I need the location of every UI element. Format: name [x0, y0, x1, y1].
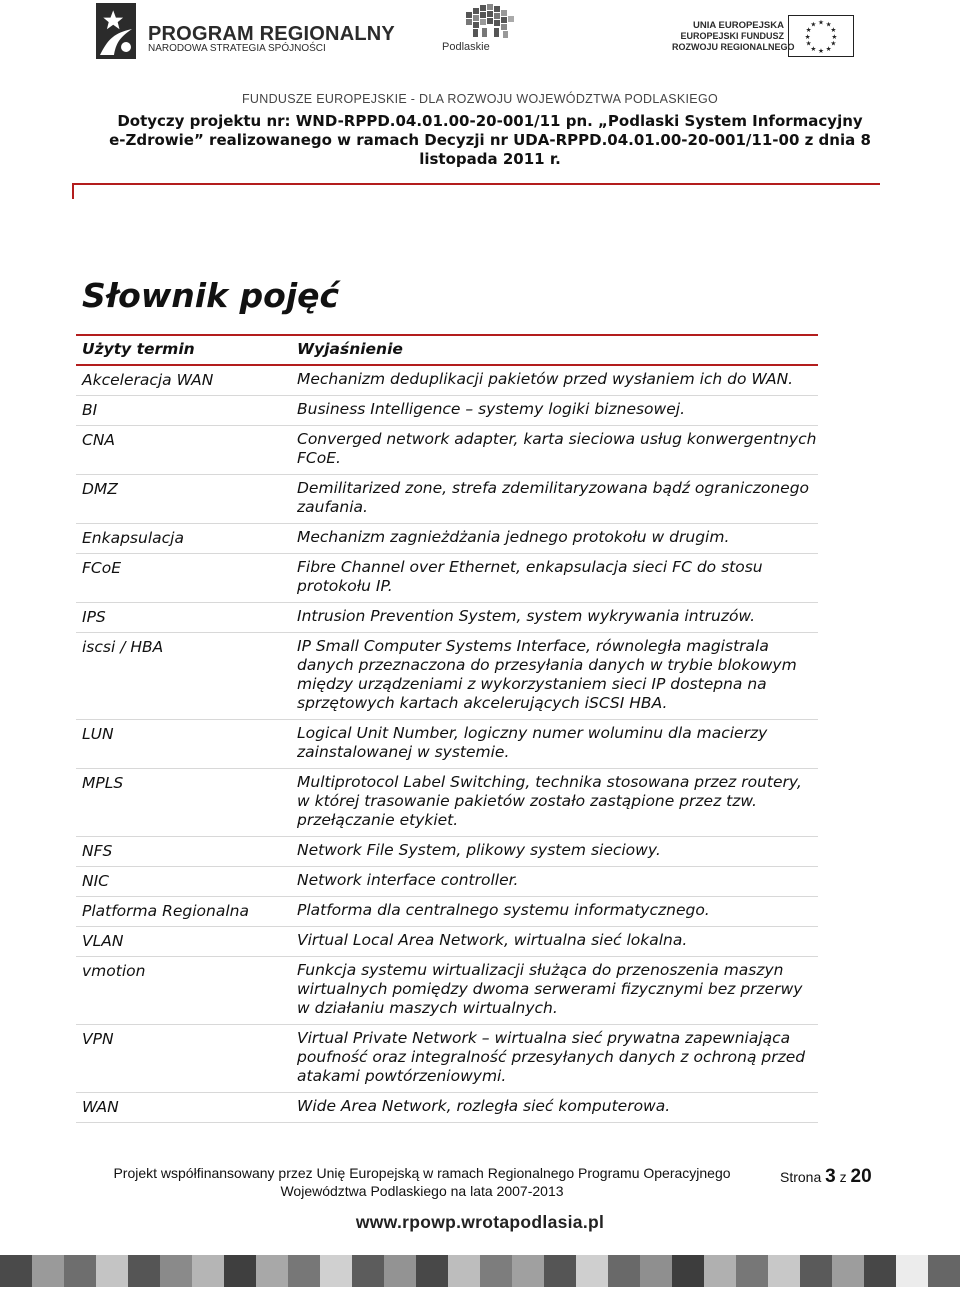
- svg-text:★: ★: [810, 45, 817, 54]
- svg-text:★: ★: [818, 18, 824, 27]
- table-header-row: [76, 334, 818, 366]
- term-cell: vmotion: [82, 962, 146, 980]
- stripe-segment: [768, 1255, 800, 1287]
- stripe-segment: [608, 1255, 640, 1287]
- stripe-segment: [224, 1255, 256, 1287]
- stripe-segment: [288, 1255, 320, 1287]
- table-row: [76, 426, 818, 475]
- table-row: [76, 897, 818, 927]
- definition-cell: IP Small Computer Systems Interface, równoległa magistrala danych przeznaczona do przesyłania danych w trybie blokowym między urządzeniami z wykorzystaniem sieci IP dostepna na sprzętowych kartach akcelerujących iSCSI HBA.: [297, 637, 797, 712]
- svg-text:★: ★: [818, 47, 824, 56]
- term-cell: WAN: [82, 1098, 119, 1116]
- table-row: [76, 554, 818, 603]
- definition-cell: Fibre Channel over Ethernet, enkapsulacja sieci FC do stosu protokołu IP.: [297, 558, 763, 595]
- project-line-2: e-Zdrowie” realizowanego w ramach Decyzji nr UDA-RPPD.04.01.00-20-001/11-00 z dnia 8: [109, 131, 871, 149]
- definition-cell: Funkcja systemu wirtualizacji służąca do przenoszenia maszyn wirtualnych pomiędzy dwoma serwerami fizycznymi bez przerwy w działaniu maszych wirtualnych.: [297, 961, 803, 1017]
- table-row: [76, 366, 818, 396]
- page-current: 3: [825, 1166, 836, 1187]
- stripe-segment: [0, 1255, 32, 1287]
- stripe-segment: [800, 1255, 832, 1287]
- podlaskie-logo: [440, 2, 524, 56]
- stripe-segment: [672, 1255, 704, 1287]
- cofinance-line-1: Projekt współfinansowany przez Unię Europejską w ramach Regionalnego Programu Operacyjnego: [113, 1165, 731, 1181]
- glossary-table: [76, 334, 818, 1123]
- program-subtitle: NARODOWA STRATEGIA SPÓJNOŚCI: [148, 43, 326, 54]
- eu-line-3: ROZWOJU REGIONALNEGO: [672, 42, 795, 52]
- stripe-segment: [256, 1255, 288, 1287]
- term-cell: FCoE: [82, 559, 122, 577]
- term-cell: MPLS: [82, 774, 124, 792]
- svg-text:★: ★: [804, 32, 811, 41]
- program-name: PROGRAM REGIONALNY: [148, 23, 395, 45]
- definition-cell: Mechanizm deduplikacji pakietów przed wysłaniem ich do WAN.: [297, 370, 794, 388]
- definition-cell: Mechanizm zagnieżdżania jednego protokołu w drugim.: [297, 528, 730, 546]
- definition-cell: Multiprotocol Label Switching, technika stosowana przez routery, w której trasowanie pakietów zostało zastąpione przez tzw. przełączanie etykiet.: [297, 773, 802, 829]
- svg-text:★: ★: [810, 20, 817, 29]
- cofinance-note: [88, 1164, 756, 1200]
- page-number: [780, 1166, 872, 1188]
- header-divider-tick: [72, 183, 74, 199]
- stripe-segment: [704, 1255, 736, 1287]
- term-cell: CNA: [82, 431, 116, 449]
- page-total: 20: [850, 1166, 872, 1187]
- bison-mosaic-icon: [462, 2, 518, 42]
- definition-cell: Network interface controller.: [297, 871, 519, 889]
- project-reference: [90, 112, 890, 169]
- term-cell: Enkapsulacja: [82, 529, 184, 547]
- definition-cell: Demilitarized zone, strefa zdemilitaryzowana bądź ograniczonego zaufania.: [297, 479, 810, 516]
- stripe-segment: [480, 1255, 512, 1287]
- column-header-definition: Wyjaśnienie: [297, 340, 403, 358]
- eu-line-1: UNIA EUROPEJSKA: [693, 20, 784, 31]
- website-url[interactable]: www.rpowp.wrotapodlasia.pl: [355, 1212, 605, 1232]
- stripe-segment: [544, 1255, 576, 1287]
- definition-cell: Virtual Local Area Network, wirtualna sieć lokalna.: [297, 931, 688, 949]
- svg-text:★: ★: [831, 32, 838, 41]
- eu-flag-icon: [788, 15, 854, 57]
- svg-text:★: ★: [805, 39, 812, 48]
- term-cell: BI: [82, 401, 98, 419]
- stripe-segment: [96, 1255, 128, 1287]
- project-line-3: listopada 2011 r.: [419, 150, 561, 168]
- funds-line: FUNDUSZE EUROPEJSKIE - DLA ROZWOJU WOJEWÓDZTWA PODLASKIEGO: [241, 92, 718, 106]
- term-cell: VLAN: [82, 932, 124, 950]
- svg-text:★: ★: [825, 45, 832, 54]
- term-cell: Akceleracja WAN: [82, 371, 214, 389]
- stripe-segment: [352, 1255, 384, 1287]
- term-cell: iscsi / HBA: [82, 638, 164, 656]
- program-regionalny-emblem-icon: [96, 3, 138, 61]
- definition-cell: Intrusion Prevention System, system wykrywania intruzów.: [297, 607, 756, 625]
- table-row: [76, 396, 818, 426]
- column-header-term: Użyty termin: [82, 340, 195, 358]
- table-row: [76, 633, 818, 720]
- stripe-segment: [928, 1255, 960, 1287]
- term-cell: DMZ: [82, 480, 118, 498]
- definition-cell: Logical Unit Number, logiczny numer woluminu dla macierzy zainstalowanej w systemie.: [297, 724, 768, 761]
- table-row: [76, 603, 818, 633]
- eu-text-block: [672, 20, 795, 53]
- definition-cell: Platforma dla centralnego systemu informatycznego.: [297, 901, 710, 919]
- svg-text:★: ★: [830, 26, 837, 35]
- program-regionalny-logo: [96, 3, 395, 63]
- page-separator: z: [839, 1169, 847, 1185]
- table-row: [76, 837, 818, 867]
- stripe-segment: [576, 1255, 608, 1287]
- cofinance-line-2: Województwa Podlaskiego na lata 2007-2013: [280, 1183, 564, 1199]
- definition-cell: Wide Area Network, rozległa sieć komputerowa.: [297, 1097, 671, 1115]
- header-logos: [0, 0, 960, 70]
- eu-line-2: EUROPEJSKI FUNDUSZ: [680, 31, 784, 41]
- stripe-segment: [128, 1255, 160, 1287]
- svg-text:★: ★: [805, 26, 812, 35]
- svg-text:★: ★: [830, 39, 837, 48]
- term-cell: NIC: [82, 872, 109, 890]
- term-cell: Platforma Regionalna: [82, 902, 249, 920]
- decorative-stripe: [0, 1255, 960, 1287]
- stripe-segment: [192, 1255, 224, 1287]
- stripe-segment: [64, 1255, 96, 1287]
- table-row: [76, 1025, 818, 1093]
- stripe-segment: [512, 1255, 544, 1287]
- table-row: [76, 769, 818, 837]
- definition-cell: Virtual Private Network – wirtualna sieć prywatna zapewniająca poufność oraz integralność przesyłanych danych z ochroną przed atakami powtórzeniowymi.: [297, 1029, 806, 1085]
- term-cell: LUN: [82, 725, 114, 743]
- table-row: [76, 957, 818, 1025]
- stripe-segment: [640, 1255, 672, 1287]
- podlaskie-label: Podlaskie: [442, 41, 490, 53]
- stripe-segment: [384, 1255, 416, 1287]
- stripe-segment: [32, 1255, 64, 1287]
- table-row: [76, 1093, 818, 1123]
- stripe-segment: [896, 1255, 928, 1287]
- svg-text:★: ★: [825, 20, 832, 29]
- page-title: Słownik pojęć: [82, 276, 340, 315]
- table-row: [76, 720, 818, 769]
- stripe-segment: [320, 1255, 352, 1287]
- table-row: [76, 927, 818, 957]
- stripe-segment: [736, 1255, 768, 1287]
- term-cell: VPN: [82, 1030, 114, 1048]
- project-line-1: Dotyczy projektu nr: WND-RPPD.04.01.00-20-001/11 pn. „Podlaski System Informacyjny: [117, 112, 863, 130]
- definition-cell: Converged network adapter, karta sieciowa usług konwergentnych FCoE.: [297, 430, 817, 467]
- stripe-segment: [448, 1255, 480, 1287]
- page-prefix: Strona: [780, 1169, 822, 1185]
- table-row: [76, 524, 818, 554]
- stripe-segment: [864, 1255, 896, 1287]
- stripe-segment: [160, 1255, 192, 1287]
- stripe-segment: [832, 1255, 864, 1287]
- definition-cell: Network File System, plikowy system sieciowy.: [297, 841, 661, 859]
- table-row: [76, 867, 818, 897]
- term-cell: IPS: [82, 608, 106, 626]
- table-row: [76, 475, 818, 524]
- definition-cell: Business Intelligence – systemy logiki biznesowej.: [297, 400, 685, 418]
- term-cell: NFS: [82, 842, 113, 860]
- stripe-segment: [416, 1255, 448, 1287]
- header-divider: [72, 183, 880, 185]
